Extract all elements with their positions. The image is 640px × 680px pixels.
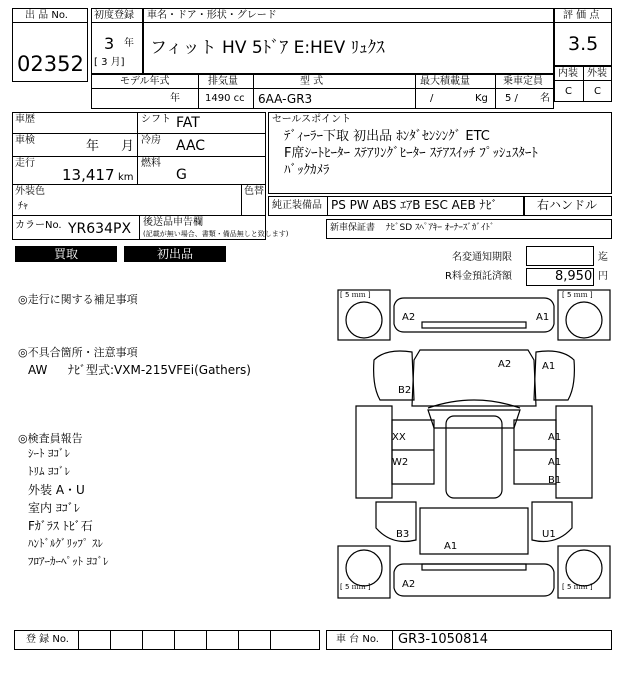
inspector-line: 外装 A・U [28,483,85,497]
chassis-number: GR3-1050814 [398,632,488,647]
lot-number: 02352 [17,52,84,76]
name-change-field [526,246,594,266]
rating-label: 評 価 点 [563,10,600,21]
defects-title: ◎不具合箇所・注意事項 [18,346,138,359]
first-listing-tab: 初出品 [124,246,226,262]
ext-color-label: 外装色 [15,186,45,197]
rating: 3.5 [568,33,599,55]
tire-depth-rr: [ 5 ｍｍ ] [562,583,593,591]
color-no: YR634PX [68,221,132,237]
ac: AAC [176,138,206,154]
capacity-unit: 名 [540,93,550,104]
recycle-unit: 円 [598,271,608,282]
capacity-label: 乗車定員 [503,76,543,87]
first-registration-month: [ 3 月] [94,57,125,68]
inspector-line: ﾌﾛｱｰｶｰﾍﾟｯﾄ ﾖｺﾞﾚ [28,555,109,568]
type: 6AA-GR3 [258,92,313,106]
displacement: 1490 cc [205,93,245,104]
late-report-label: 後送品申告欄 [143,217,203,228]
first-registration-label: 初度登録 [94,10,134,21]
capacity: 5 / [505,93,518,104]
equipment: PS PW ABS ｴｱB ESC AEB ﾅﾋﾞ [331,198,498,212]
fuel-label: 燃料 [141,158,161,169]
fuel: G [176,167,187,183]
lot-number-label: 出 品 No. [25,10,68,21]
model-year-unit: 年 [170,93,180,104]
warranty-label: 新車保証書 [330,223,376,233]
equipment-label: 純正装備品 [272,200,322,211]
sales-point-line: ﾃﾞｨｰﾗｰ下取 初出品 ﾎﾝﾀﾞｾﾝｼﾝｸﾞ ETC [284,129,490,144]
car-name: フィット HV 5ﾄﾞｱ E:HEV ﾘｭｸｽ [150,38,385,58]
mark-trunk: A1 [444,541,458,552]
inspector-line: Fｶﾞﾗｽ ﾄﾋﾞ石 [28,519,93,533]
max-load-unit: Kg [475,93,488,104]
exterior-grade: C [594,86,601,97]
inspector-line: ｼｰﾄ ﾖｺﾞﾚ [28,447,70,460]
inspector-line: 室内 ﾖｺﾞﾚ [28,501,80,515]
mileage-label: 走行 [15,158,35,169]
first-registration-year: 3 [104,34,115,53]
max-load-label: 最大積載量 [420,76,470,87]
type-label: 型 式 [300,76,324,87]
late-report-note: (記載が無い場合、書類・備品無しと致します) [143,230,289,238]
car-name-label: 車名・ドア・形状・グレード [147,10,277,21]
first-registration-year-unit: 年 [124,38,134,49]
inspector-line: ﾄﾘﾑ ﾖｺﾞﾚ [28,465,70,478]
purchase-tab: 買取 [15,246,117,262]
sales-points-label: セールスポイント [272,114,352,125]
inspection-year-unit: 年 [86,139,100,154]
exterior-label: 外装 [587,68,607,79]
chassis-number-label: 車 台 No. [336,634,379,645]
mark-rear-quarter-left: B3 [396,529,410,540]
tire-depth-rl: [ 5 ｍｍ ] [340,583,371,591]
mark-top-bumper-right: A1 [536,312,550,323]
defect-text: ﾅﾋﾞ型式:VXM-215VFEi(Gathers) [68,363,251,377]
mark-door-front-right: A1 [548,432,562,443]
car-diagram [336,288,612,600]
mark-door-front-left: XX [392,432,406,443]
max-load: / [430,93,434,104]
shift: FAT [176,115,200,131]
history-label: 車歴 [15,114,35,125]
model-year-label: モデル年式 [120,76,170,87]
mark-rear-bumper: A2 [402,579,416,590]
inspector-line: ﾊﾝﾄﾞﾙｸﾞﾘｯﾌﾟ ｽﾚ [28,537,103,550]
sales-point-line: F席ｼｰﾄﾋｰﾀｰ ｽﾃｱﾘﾝｸﾞﾋｰﾀｰ ｽﾃｱｽｲｯﾁ ﾌﾟｯｼｭｽﾀｰﾄ [284,146,538,161]
color-no-label: カラーNo. [15,220,62,231]
color-change-label: 色替 [244,186,264,197]
steering: 右ハンドル [537,198,598,212]
inspection-month-unit: 月 [121,139,135,154]
interior-label: 内装 [558,68,578,79]
recycle: 8,950 [555,269,593,284]
mileage-unit: km [118,172,134,183]
warranty: ﾅﾋﾞSD ｽﾍﾟｱｷｰ ｵｰﾅｰｽﾞｶﾞｲﾄﾞ [386,223,495,233]
mark-front-fender-right: A1 [542,361,556,372]
mark-front-fender-left: B2 [398,385,412,396]
mark-top-bumper-left: A2 [402,312,416,323]
name-change-label: 名変通知期限 [452,252,512,263]
ext-color: ﾁｬ [18,201,28,212]
displacement-label: 排気量 [208,76,238,87]
shift-label: シフト [141,114,171,125]
mark-hood: A2 [498,359,512,370]
tire-depth-fr: [ 5 ｍｍ ] [562,291,593,299]
mileage: 13,417 [62,166,115,184]
recycle-label: R料金預託済額 [445,271,512,282]
registration-number-label: 登 録 No. [26,634,69,645]
mark-door-rear-right: A1 [548,457,562,468]
name-change-unit: 迄 [598,252,608,263]
defect-code: AW [28,363,48,377]
ac-label: 冷房 [141,135,161,146]
mark-rear-door-right-extra: B1 [548,475,562,486]
driving-notes-title: ◎走行に関する補足事項 [18,293,138,306]
inspection-label: 車検 [15,135,35,146]
inspector-title: ◎検査員報告 [18,432,83,445]
sales-point-line: ﾊﾞｯｸｶﾒﾗ [284,163,330,178]
interior-grade: C [565,86,572,97]
tire-depth-fl: [ 5 ｍｍ ] [340,291,371,299]
mark-door-rear-left: W2 [392,457,409,468]
mark-rear-quarter-right: U1 [542,529,556,540]
